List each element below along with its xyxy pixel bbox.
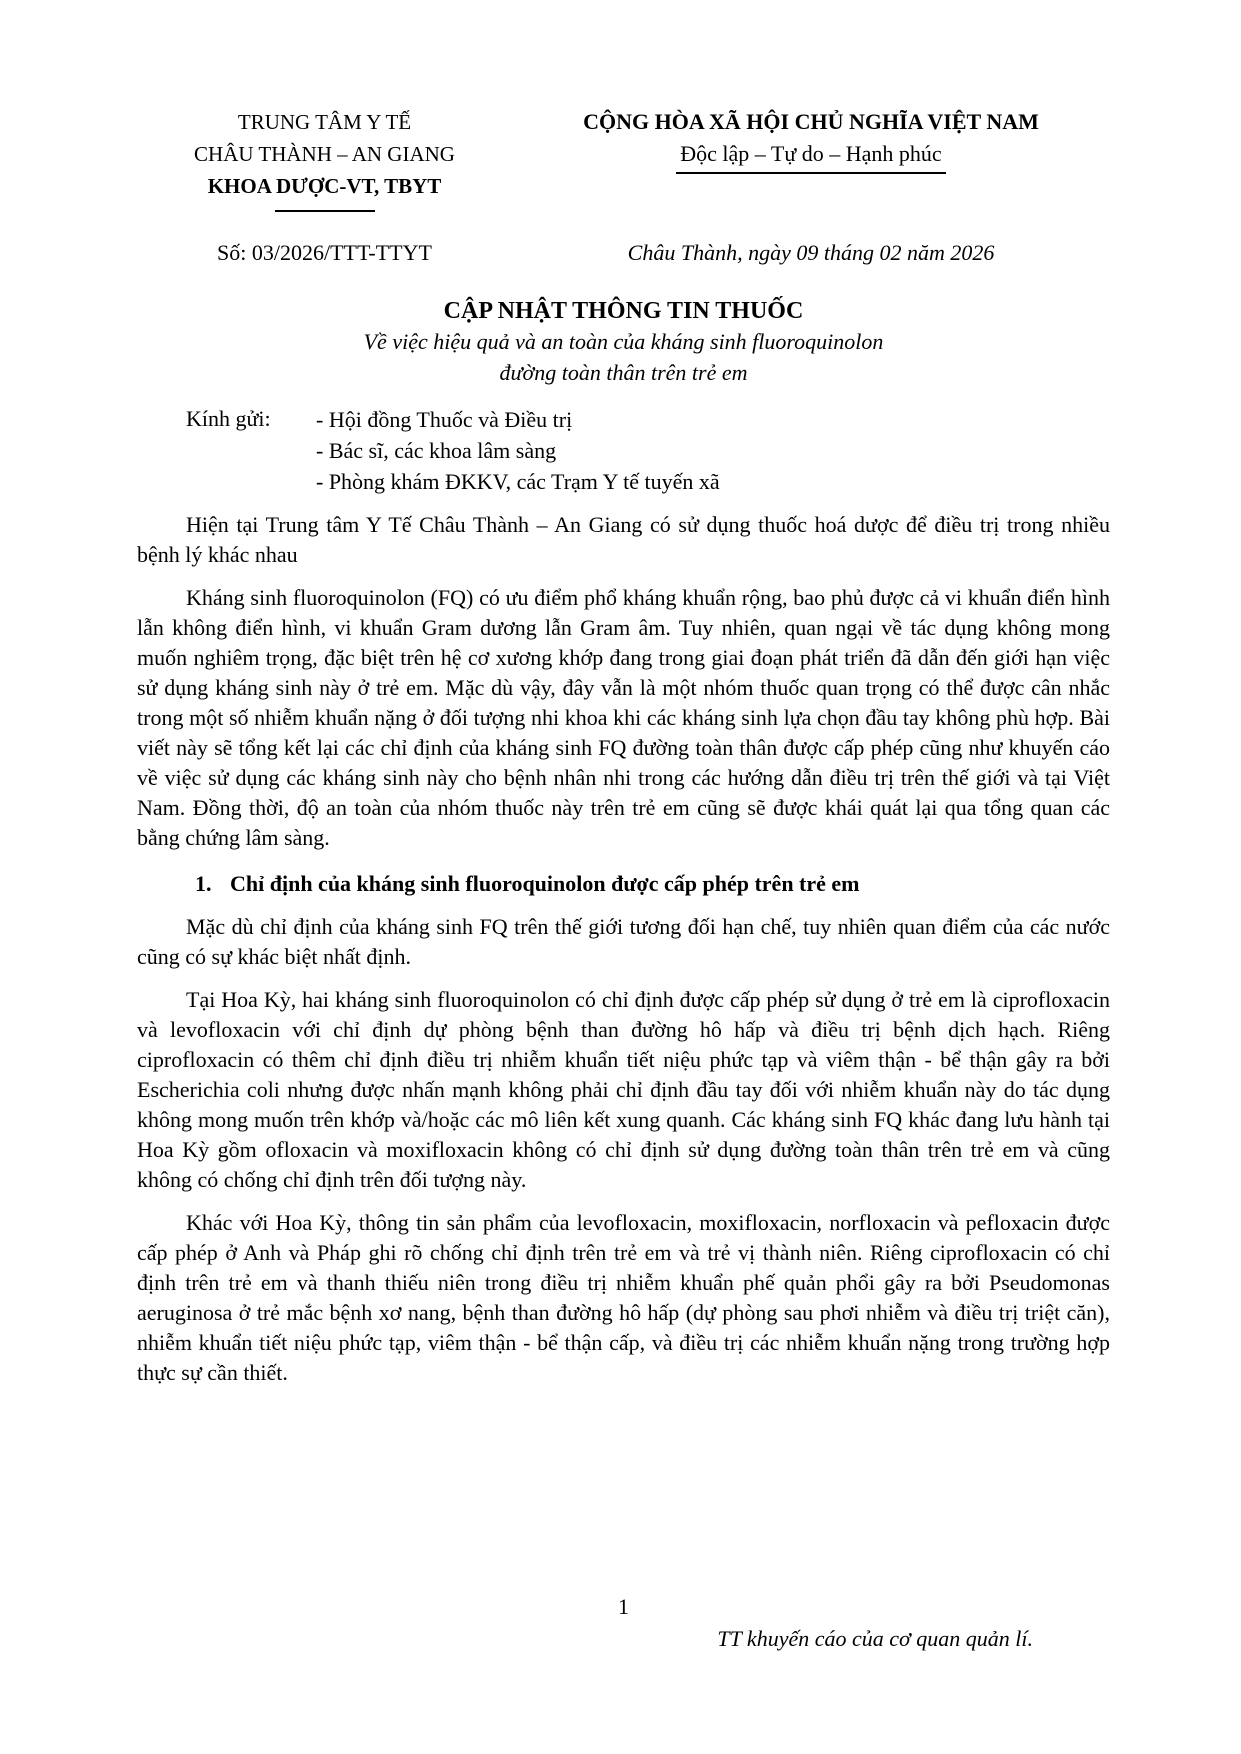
- recipients-block: [137, 404, 1110, 497]
- page-number: 1: [618, 1594, 629, 1619]
- page-footer: [137, 1592, 1110, 1654]
- org-name-line2: CHÂU THÀNH – AN GIANG: [194, 142, 455, 166]
- recipient-item: - Bác sĩ, các khoa lâm sàng: [316, 438, 557, 463]
- recipient-item: - Phòng khám ĐKKV, các Trạm Y tế tuyến xã: [316, 469, 720, 494]
- footer-note: TT khuyến cáo của cơ quan quản lí.: [717, 1626, 1033, 1651]
- document-number: Số: 03/2026/TTT-TTYT: [217, 240, 432, 265]
- national-motto-block: [512, 106, 1110, 212]
- document-title: CẬP NHẬT THÔNG TIN THUỐC: [443, 298, 804, 324]
- issuing-org-block: [137, 106, 512, 212]
- meta-row: [137, 238, 1110, 268]
- header-divider-line: [275, 210, 375, 212]
- body-paragraph: Tại Hoa Kỳ, hai kháng sinh fluoroquinolon có chỉ định được cấp phép sử dụng ở trẻ em là ciprofloxacin và levofloxacin với chỉ định dự phòng bệnh than đường hô hấp và điều trị bệnh dịch hạch. Riêng ciprofloxacin có thêm chỉ định điều trị nhiễm khuẩn tiết niệu phức tạp và viêm thận - bể thận gây ra bởi Escherichia coli nhưng được nhấn mạnh không phải chỉ định đầu tay đối với nhiễm khuẩn này do tác dụng không mong muốn trên khớp và/hoặc các mô liên kết xung quanh. Các kháng sinh FQ khác đang lưu hành tại Hoa Kỳ gồm ofloxacin và moxifloxacin không có chỉ định sử dụng đường toàn thân trên trẻ em và cũng không có chống chỉ định trên đối tượng này.: [137, 987, 1110, 1192]
- org-name-line1: TRUNG TÂM Y TẾ: [237, 110, 412, 134]
- body-paragraph: Khác với Hoa Kỳ, thông tin sản phẩm của levofloxacin, moxifloxacin, norfloxacin và pefloxacin được cấp phép ở Anh và Pháp ghi rõ chống chỉ định trên trẻ em và trẻ vị thành niên. Riêng ciprofloxacin có chỉ định trên trẻ em và thanh thiếu niên trong điều trị nhiễm khuẩn phế quản phổi gây ra bởi Pseudomonas aeruginosa ở trẻ mắc bệnh xơ nang, bệnh than đường hô hấp (dự phòng sau phơi nhiễm và điều trị triệt căn), nhiễm khuẩn tiết niệu phức tạp, viêm thận - bể thận cấp, và điều trị các nhiễm khuẩn nặng trong trường hợp thực sự cần thiết.: [137, 1210, 1110, 1385]
- section-1-heading: [137, 869, 1110, 899]
- national-title: CỘNG HÒA XÃ HỘI CHỦ NGHĨA VIỆT NAM: [583, 109, 1039, 134]
- body-paragraph: Mặc dù chỉ định của kháng sinh FQ trên thế giới tương đối hạn chế, tuy nhiên quan điểm của các nước cũng có sự khác biệt nhất định.: [137, 914, 1110, 969]
- document-header: [137, 106, 1110, 212]
- org-department: KHOA DƯỢC-VT, TBYT: [207, 174, 442, 198]
- body-paragraph: Kháng sinh fluoroquinolon (FQ) có ưu điểm phổ kháng khuẩn rộng, bao phủ được cả vi khuẩn điển hình lẫn không điển hình, vi khuẩn Gram dương lẫn Gram âm. Tuy nhiên, quan ngại về tác dụng không mong muốn nghiêm trọng, đặc biệt trên hệ cơ xương khớp đang trong giai đoạn phát triển đã dẫn đến giới hạn việc sử dụng kháng sinh này ở trẻ em. Mặc dù vậy, đây vẫn là một nhóm thuốc quan trọng có thể được cân nhắc trong một số nhiễm khuẩn nặng ở đối tượng nhi khoa khi các kháng sinh lựa chọn đầu tay không phù hợp. Bài viết này sẽ tổng kết lại các chỉ định của kháng sinh FQ đường toàn thân được cấp phép cũng như khuyến cáo về việc sử dụng các kháng sinh này cho bệnh nhân nhi trong các hướng dẫn điều trị trên thế giới và tại Việt Nam. Đồng thời, độ an toàn của nhóm thuốc này trên trẻ em cũng sẽ được khái quát lại qua tổng quan các bằng chứng lâm sàng.: [137, 585, 1110, 850]
- section-1-heading-text: Chỉ định của kháng sinh fluoroquinolon được cấp phép trên trẻ em: [230, 871, 860, 896]
- recipients-label: Kính gửi:: [186, 406, 271, 431]
- document-subtitle-line1: Về việc hiệu quả và an toàn của kháng sinh fluoroquinolon: [363, 329, 884, 354]
- national-motto: Độc lập – Tự do – Hạnh phúc: [676, 138, 945, 174]
- section-1-number: 1.: [195, 871, 212, 896]
- recipient-item: - Hội đồng Thuốc và Điều trị: [316, 407, 573, 432]
- place-dateline: Châu Thành, ngày 09 tháng 02 năm 2026: [627, 240, 995, 265]
- body-paragraph: Hiện tại Trung tâm Y Tế Châu Thành – An Giang có sử dụng thuốc hoá dược để điều trị trong nhiều bệnh lý khác nhau: [137, 512, 1110, 567]
- document-subtitle-line2: đường toàn thân trên trẻ em: [499, 360, 748, 385]
- recipients-list: [316, 404, 720, 497]
